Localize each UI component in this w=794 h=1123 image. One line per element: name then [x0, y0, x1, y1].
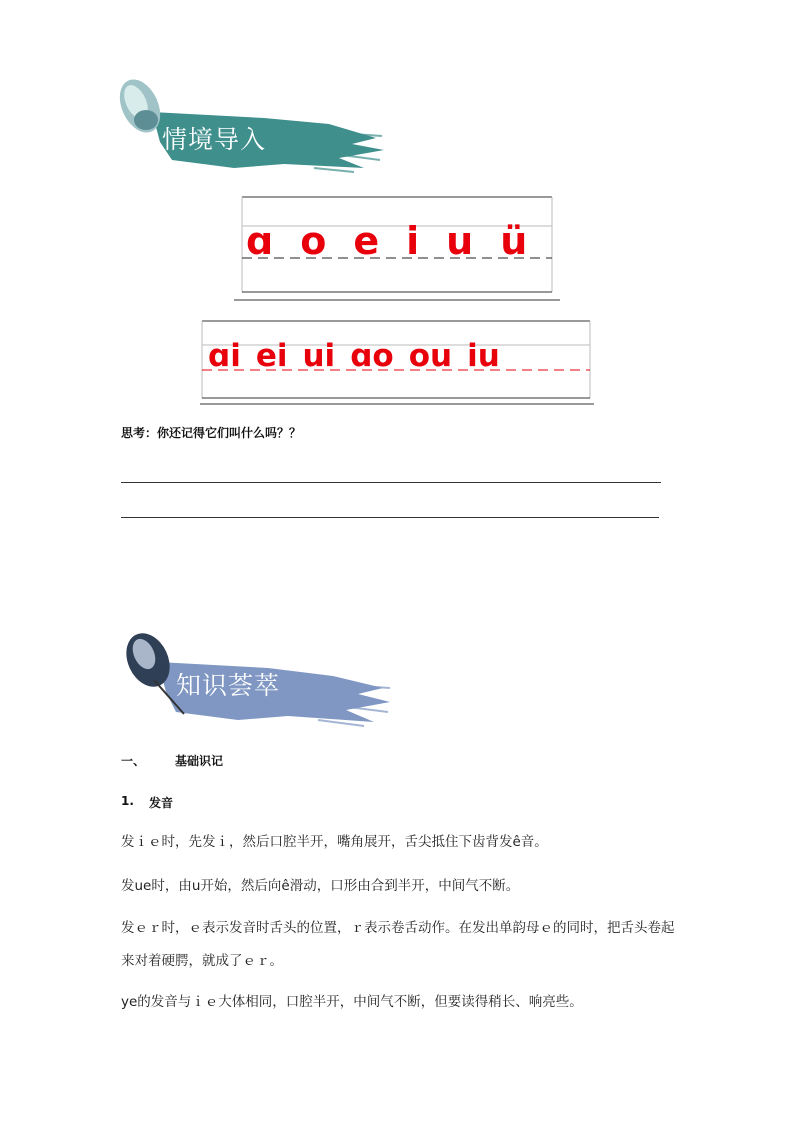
single-finals-box [234, 196, 560, 302]
subsection-title: 发音 [149, 796, 174, 810]
pinyin-ui: ui [302, 338, 336, 374]
pinyin-ao: ɑo [350, 338, 394, 374]
pinyin-ou: ou [408, 338, 453, 374]
pinyin-i: i [406, 219, 420, 263]
knowledge-banner [118, 622, 393, 732]
answer-line-1[interactable] [121, 482, 661, 483]
pinyin-ei: ei [255, 338, 288, 374]
intro-banner [114, 72, 384, 182]
paragraph-er: 发ｅｒ时，ｅ表示发音时舌头的位置，ｒ表示卷舌动作。在发出单韵母ｅ的同时，把舌头卷起来对着硬腭，就成了ｅｒ。 [121, 920, 675, 969]
paragraph-ie: 发ｉｅ时，先发ｉ，然后口腔半开，嘴角展开，舌尖抵住下齿背发ê音。 [121, 834, 548, 850]
pinyin-v: ü [500, 219, 528, 263]
compound-finals-box [200, 320, 594, 406]
pinyin-ai: ɑi [208, 338, 241, 374]
knowledge-banner-title: 知识荟萃 [176, 671, 281, 700]
paragraph-ye: ye的发音与ｉｅ大体相同，口腔半开，中间气不断，但要读得稍长、响亮些。 [121, 994, 583, 1010]
pinyin-e: e [353, 219, 380, 263]
single-finals-row [246, 219, 528, 263]
pinyin-iu: iu [467, 338, 500, 374]
section-number: 一、 [121, 754, 146, 768]
think-prompt: 思考：你还记得它们叫什么吗？？ [121, 426, 302, 440]
intro-banner-title: 情境导入 [162, 125, 267, 154]
answer-line-2[interactable] [121, 517, 659, 518]
pinyin-u: u [446, 219, 474, 263]
pinyin-a: ɑ [246, 219, 274, 263]
section-title: 基础识记 [175, 754, 224, 768]
pinyin-o: o [300, 219, 327, 263]
subsection-number: 1. [121, 794, 134, 808]
paragraph-ue: 发ue时，由u开始，然后向ê滑动，口形由合到半开，中间气不断。 [121, 878, 520, 894]
compound-finals-row [208, 338, 500, 374]
